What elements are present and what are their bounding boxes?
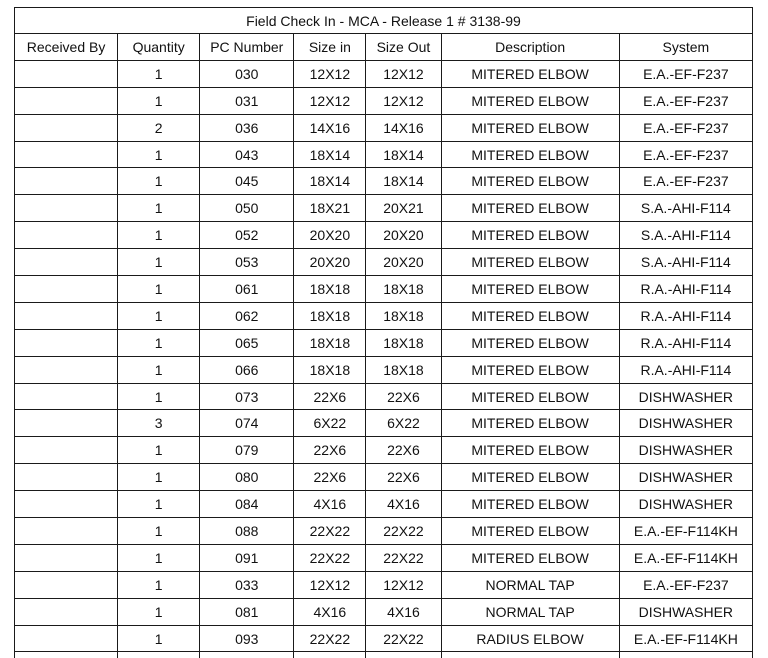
system-cell: S.A.-AHI-F114: [619, 249, 752, 276]
received-by-cell: [15, 464, 118, 491]
size-out-cell: 18X18: [366, 276, 441, 303]
size-in-cell: 22X6: [294, 437, 366, 464]
field-check-in-sheet: [14, 7, 753, 658]
size-in-cell: 12X12: [294, 87, 366, 114]
pc-number-cell: 050: [200, 195, 294, 222]
header-row: [15, 34, 753, 61]
system-cell: E.A.-EF-F114KH: [619, 544, 752, 571]
quantity-cell: 1: [118, 168, 200, 195]
pc-number-cell: 053: [200, 249, 294, 276]
size-in-cell: 18X14: [294, 168, 366, 195]
received-by-cell: [15, 491, 118, 518]
size-out-cell: 12X12: [366, 87, 441, 114]
received-by-cell: [15, 276, 118, 303]
system-cell: R.A.-AHI-F114: [619, 356, 752, 383]
received-by-cell: [15, 437, 118, 464]
quantity-cell: 1: [118, 276, 200, 303]
system-cell: DISHWASHER: [619, 410, 752, 437]
system-cell: E.A.-EF-F237: [619, 114, 752, 141]
system-cell: R.A.-AHI-F114: [619, 302, 752, 329]
received-by-cell: [15, 383, 118, 410]
description-cell: MITERED ELBOW: [441, 168, 619, 195]
size-in-cell: 18X14: [294, 141, 366, 168]
pc-number-cell: 091: [200, 544, 294, 571]
table-row: [15, 60, 753, 87]
quantity-cell: 1: [118, 329, 200, 356]
size-in-cell: 22X22: [294, 625, 366, 652]
system-cell: DISHWASHER: [619, 491, 752, 518]
received-by-cell: [15, 302, 118, 329]
size-in-cell: 12X12: [294, 60, 366, 87]
header-size-in: Size in: [294, 34, 366, 61]
description-cell: MITERED ELBOW: [441, 249, 619, 276]
quantity-cell: 1: [118, 598, 200, 625]
description-cell: MITERED ELBOW: [441, 437, 619, 464]
table-row: [15, 276, 753, 303]
table-row: [15, 329, 753, 356]
description-cell: RADIUS ELBOW: [441, 625, 619, 652]
pc-number-cell: 043: [200, 141, 294, 168]
pc-number-cell: 045: [200, 168, 294, 195]
size-in-cell: 18X18: [294, 302, 366, 329]
received-by-cell: [15, 222, 118, 249]
system-cell: S.A.-AHI-F114: [619, 195, 752, 222]
received-by-cell: [15, 141, 118, 168]
quantity-cell: 1: [118, 491, 200, 518]
table-row: [15, 491, 753, 518]
quantity-cell: 2: [118, 114, 200, 141]
received-by-cell: [15, 87, 118, 114]
size-out-cell: 12X12: [366, 571, 441, 598]
size-out-cell: 20X20: [366, 222, 441, 249]
received-by-cell: [15, 168, 118, 195]
size-out-cell: 18X14: [366, 168, 441, 195]
table-row: [15, 302, 753, 329]
header-quantity: Quantity: [118, 34, 200, 61]
pc-number-cell: 079: [200, 437, 294, 464]
received-by-cell: [15, 356, 118, 383]
size-in-cell: 20X20: [294, 249, 366, 276]
pc-number-cell: 033: [200, 571, 294, 598]
size-in-cell: 12X12: [294, 571, 366, 598]
size-in-cell: 22X22: [294, 518, 366, 545]
table-row: [15, 544, 753, 571]
size-out-cell: 6X22: [366, 410, 441, 437]
pc-number-cell: 062: [200, 302, 294, 329]
pc-number-cell: 036: [200, 114, 294, 141]
system-cell: E.A.-EF-F237: [619, 87, 752, 114]
description-cell: MITERED ELBOW: [441, 464, 619, 491]
description-cell: MITERED ELBOW: [441, 544, 619, 571]
description-cell: MITERED ELBOW: [441, 356, 619, 383]
quantity-cell: 1: [118, 302, 200, 329]
size-in-cell: 22X6: [294, 464, 366, 491]
size-out-cell: 4X16: [366, 598, 441, 625]
size-out-cell: 14X16: [366, 114, 441, 141]
header-system: System: [619, 34, 752, 61]
pc-number-cell: 030: [200, 60, 294, 87]
table-row: [15, 87, 753, 114]
table-row: [15, 168, 753, 195]
received-by-cell: [15, 410, 118, 437]
quantity-cell: 1: [118, 356, 200, 383]
table-body: [15, 60, 753, 658]
size-out-cell: 4X16: [366, 491, 441, 518]
received-by-cell: [15, 60, 118, 87]
table-row: [15, 383, 753, 410]
pc-number-cell: 073: [200, 383, 294, 410]
system-cell: E.A.-EF-F237: [619, 141, 752, 168]
received-by-cell: [15, 518, 118, 545]
size-out-cell: 22X6: [366, 383, 441, 410]
received-by-cell: [15, 329, 118, 356]
table-row: [15, 222, 753, 249]
pc-number-cell: 080: [200, 464, 294, 491]
table-row: [15, 410, 753, 437]
description-cell: MITERED ELBOW: [441, 329, 619, 356]
system-cell: E.A.-EF-F114KH: [619, 518, 752, 545]
received-by-cell: [15, 114, 118, 141]
size-in-cell: 18X18: [294, 276, 366, 303]
received-by-cell: [15, 249, 118, 276]
header-received-by: Received By: [15, 34, 118, 61]
description-cell: NORMAL TAP: [441, 598, 619, 625]
description-cell: MITERED ELBOW: [441, 518, 619, 545]
description-cell: MITERED ELBOW: [441, 195, 619, 222]
size-out-cell: 20X21: [366, 195, 441, 222]
received-by-cell: [15, 571, 118, 598]
system-cell: R.A.-AHI-F114: [619, 329, 752, 356]
sheet-title: Field Check In - MCA - Release 1 # 3138-99: [15, 8, 753, 34]
description-cell: MITERED ELBOW: [441, 383, 619, 410]
quantity-cell: 1: [118, 195, 200, 222]
quantity-cell: 1: [118, 544, 200, 571]
size-out-cell: 22X22: [366, 518, 441, 545]
received-by-cell: [15, 195, 118, 222]
size-out-cell: 18X18: [366, 329, 441, 356]
received-by-cell: [15, 598, 118, 625]
quantity-cell: 1: [118, 383, 200, 410]
size-out-cell: 20X20: [366, 249, 441, 276]
table-row: [15, 195, 753, 222]
pc-number-cell: 088: [200, 518, 294, 545]
size-out-cell: 12X12: [366, 60, 441, 87]
pc-number-cell: 065: [200, 329, 294, 356]
size-in-cell: 18X18: [294, 329, 366, 356]
pc-number-cell: 031: [200, 87, 294, 114]
size-in-cell: 4X16: [294, 491, 366, 518]
system-cell: E.A.-EF-F237: [619, 60, 752, 87]
header-description: Description: [441, 34, 619, 61]
size-in-cell: 14X16: [294, 114, 366, 141]
quantity-cell: 1: [118, 87, 200, 114]
table-row: [15, 141, 753, 168]
field-check-in-table: [14, 7, 753, 658]
received-by-cell: [15, 544, 118, 571]
title-row: [15, 8, 753, 34]
table-row: [15, 249, 753, 276]
size-out-cell: 18X18: [366, 356, 441, 383]
size-in-cell: 4X16: [294, 598, 366, 625]
system-cell: E.A.-EF-F114KH: [619, 625, 752, 652]
pc-number-cell: 081: [200, 598, 294, 625]
quantity-cell: 1: [118, 437, 200, 464]
description-cell: MITERED ELBOW: [441, 276, 619, 303]
description-cell: MITERED ELBOW: [441, 141, 619, 168]
header-pc-number: PC Number: [200, 34, 294, 61]
pc-number-cell: 074: [200, 410, 294, 437]
received-by-cell: [15, 625, 118, 652]
system-cell: R.A.-AHI-F114: [619, 276, 752, 303]
size-out-cell: 18X14: [366, 141, 441, 168]
pc-number-cell: 061: [200, 276, 294, 303]
description-cell: MITERED ELBOW: [441, 410, 619, 437]
system-cell: DISHWASHER: [619, 437, 752, 464]
description-cell: MITERED ELBOW: [441, 491, 619, 518]
table-row: [15, 464, 753, 491]
size-in-cell: 22X6: [294, 383, 366, 410]
table-row: [15, 437, 753, 464]
size-in-cell: 18X21: [294, 195, 366, 222]
table-row: [15, 114, 753, 141]
pc-number-cell: 093: [200, 625, 294, 652]
size-in-cell: 18X18: [294, 356, 366, 383]
quantity-cell: 1: [118, 464, 200, 491]
table-row: [15, 518, 753, 545]
quantity-cell: 1: [118, 141, 200, 168]
description-cell: MITERED ELBOW: [441, 114, 619, 141]
size-out-cell: 22X22: [366, 544, 441, 571]
size-out-cell: 22X6: [366, 437, 441, 464]
description-cell: MITERED ELBOW: [441, 60, 619, 87]
size-in-cell: 22X22: [294, 544, 366, 571]
size-out-cell: 22X6: [366, 464, 441, 491]
system-cell: DISHWASHER: [619, 383, 752, 410]
table-row: [15, 571, 753, 598]
description-cell: MITERED ELBOW: [441, 87, 619, 114]
system-cell: S.A.-AHI-F114: [619, 222, 752, 249]
size-in-cell: 6X22: [294, 410, 366, 437]
quantity-cell: 1: [118, 518, 200, 545]
system-cell: DISHWASHER: [619, 464, 752, 491]
system-cell: E.A.-EF-F237: [619, 168, 752, 195]
pc-number-cell: 052: [200, 222, 294, 249]
quantity-cell: 1: [118, 571, 200, 598]
size-out-cell: 18X18: [366, 302, 441, 329]
header-size-out: Size Out: [366, 34, 441, 61]
description-cell: NORMAL TAP: [441, 571, 619, 598]
quantity-cell: 1: [118, 60, 200, 87]
system-cell: E.A.-EF-F237: [619, 571, 752, 598]
quantity-cell: 1: [118, 222, 200, 249]
pc-number-cell: 084: [200, 491, 294, 518]
table-row: [15, 625, 753, 652]
size-in-cell: 20X20: [294, 222, 366, 249]
size-out-cell: 22X22: [366, 625, 441, 652]
quantity-cell: 3: [118, 410, 200, 437]
description-cell: MITERED ELBOW: [441, 302, 619, 329]
pc-number-cell: 066: [200, 356, 294, 383]
description-cell: MITERED ELBOW: [441, 222, 619, 249]
table-row: [15, 356, 753, 383]
quantity-cell: 1: [118, 625, 200, 652]
quantity-cell: 1: [118, 249, 200, 276]
table-row: [15, 598, 753, 625]
system-cell: DISHWASHER: [619, 598, 752, 625]
